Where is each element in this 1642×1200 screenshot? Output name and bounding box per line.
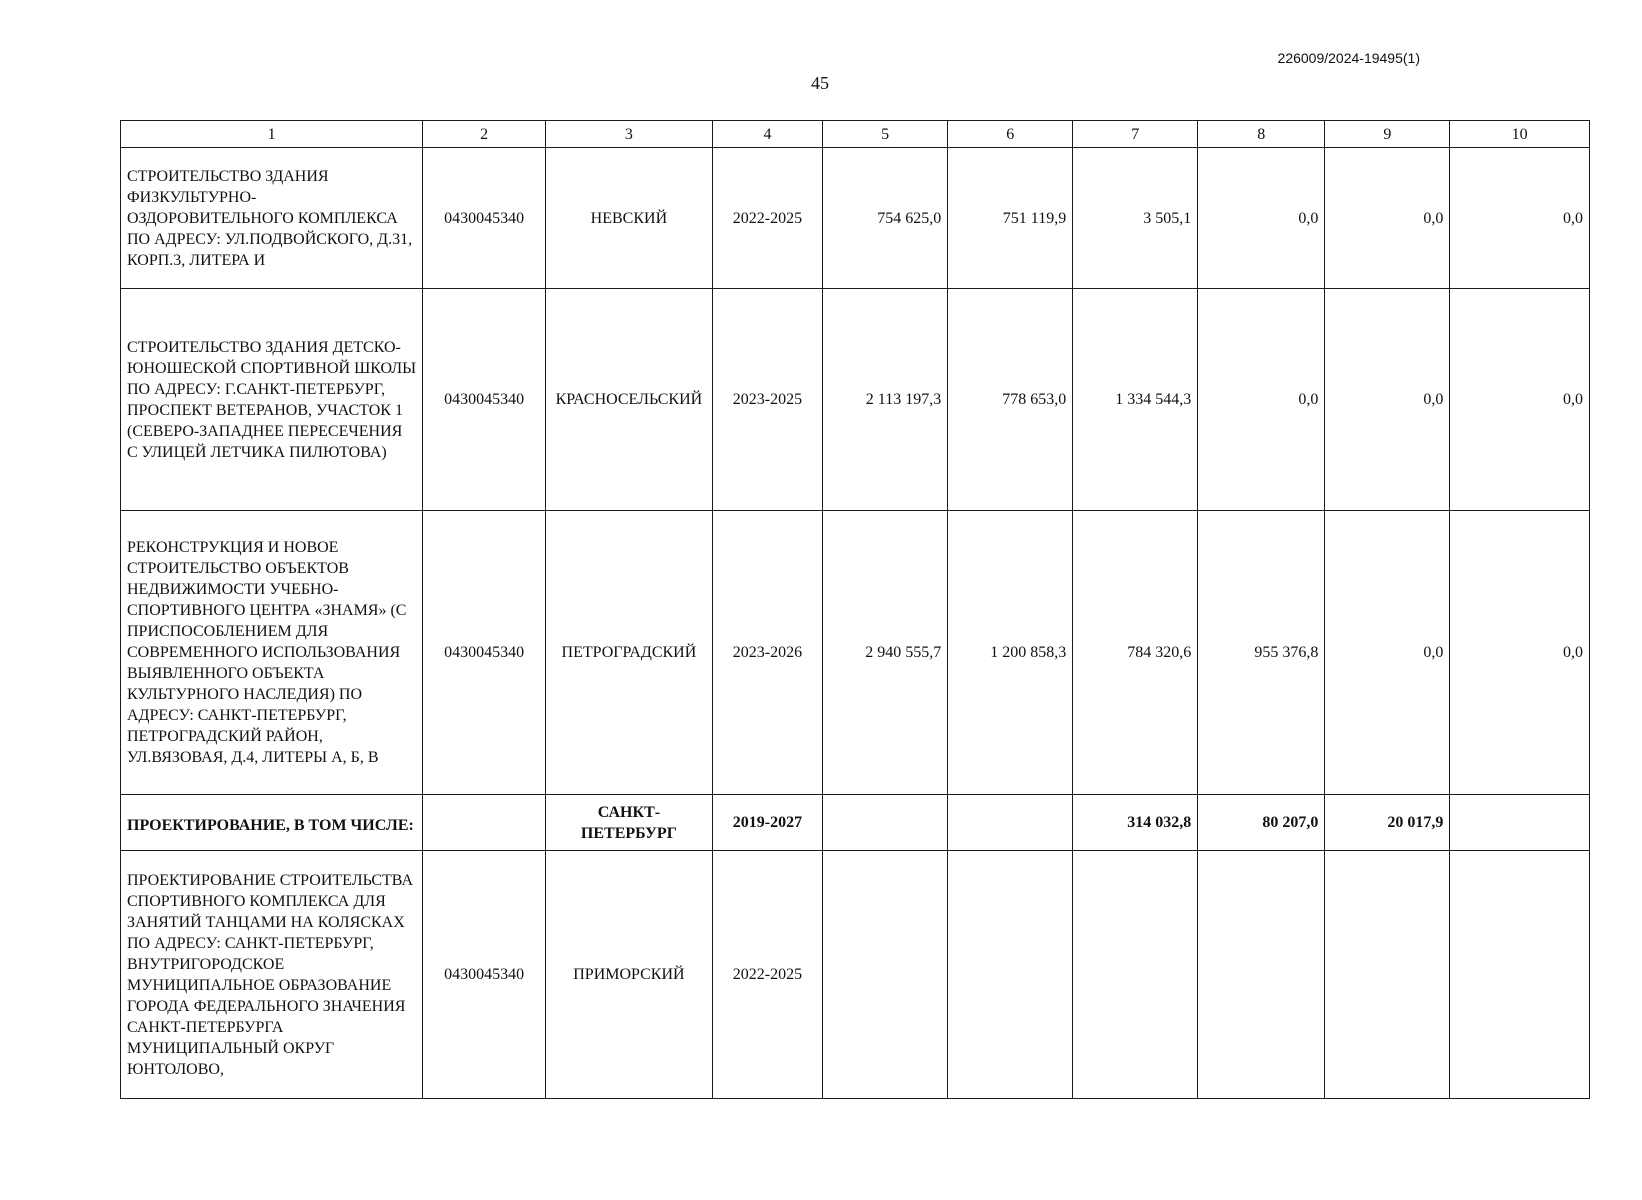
value-cell: 754 625,0 (823, 148, 948, 289)
value-cell: 2 940 555,7 (823, 511, 948, 795)
page-number: 45 (811, 73, 829, 93)
years-cell: 2022-2025 (712, 148, 822, 289)
district-cell: ПРИМОРСКИЙ (546, 851, 713, 1099)
column-header: 5 (823, 121, 948, 148)
value-cell: 955 376,8 (1198, 511, 1325, 795)
value-cell: 314 032,8 (1073, 795, 1198, 851)
document-id: 226009/2024-19495(1) (1277, 50, 1420, 66)
value-cell: 0,0 (1325, 511, 1450, 795)
budget-table (120, 120, 1590, 1099)
value-cell: 1 200 858,3 (948, 511, 1073, 795)
table-row (121, 289, 1590, 511)
column-header: 8 (1198, 121, 1325, 148)
value-cell: 751 119,9 (948, 148, 1073, 289)
column-header: 1 (121, 121, 423, 148)
value-cell (948, 851, 1073, 1099)
value-cell: 0,0 (1198, 148, 1325, 289)
value-cell: 80 207,0 (1198, 795, 1325, 851)
code-cell (423, 795, 546, 851)
column-header: 9 (1325, 121, 1450, 148)
code-cell: 0430045340 (423, 851, 546, 1099)
column-header: 3 (546, 121, 713, 148)
column-header: 6 (948, 121, 1073, 148)
value-cell: 0,0 (1325, 289, 1450, 511)
column-header: 4 (712, 121, 822, 148)
code-cell: 0430045340 (423, 511, 546, 795)
object-name-cell: ПРОЕКТИРОВАНИЕ, В ТОМ ЧИСЛЕ: (121, 795, 423, 851)
object-name-cell: СТРОИТЕЛЬСТВО ЗДАНИЯ ФИЗКУЛЬТУРНО-ОЗДОРОВИТЕЛЬНОГО КОМПЛЕКСА ПО АДРЕСУ: УЛ.ПОДВОЙСКОГО, Д.31, КОРП.3, ЛИТЕРА И (121, 148, 423, 289)
value-cell: 778 653,0 (948, 289, 1073, 511)
value-cell (1073, 851, 1198, 1099)
table-row (121, 851, 1590, 1099)
years-cell: 2019-2027 (712, 795, 822, 851)
value-cell: 0,0 (1198, 289, 1325, 511)
table-row (121, 148, 1590, 289)
value-cell: 0,0 (1450, 148, 1590, 289)
district-cell: КРАСНОСЕЛЬСКИЙ (546, 289, 713, 511)
value-cell (1450, 851, 1590, 1099)
column-header: 10 (1450, 121, 1590, 148)
value-cell: 784 320,6 (1073, 511, 1198, 795)
years-cell: 2022-2025 (712, 851, 822, 1099)
value-cell: 0,0 (1325, 148, 1450, 289)
object-name-cell: РЕКОНСТРУКЦИЯ И НОВОЕ СТРОИТЕЛЬСТВО ОБЪЕКТОВ НЕДВИЖИМОСТИ УЧЕБНО-СПОРТИВНОГО ЦЕНТРА «ЗНАМЯ» (С ПРИСПОСОБЛЕНИЕМ ДЛЯ СОВРЕМЕННОГО ИСПОЛЬЗОВАНИЯ ВЫЯВЛЕННОГО ОБЪЕКТА КУЛЬТУРНОГО НАСЛЕДИЯ) ПО АДРЕСУ: САНКТ-ПЕТЕРБУРГ, ПЕТРОГРАДСКИЙ РАЙОН, УЛ.ВЯЗОВАЯ, Д.4, ЛИТЕРЫ А, Б, В (121, 511, 423, 795)
years-cell: 2023-2025 (712, 289, 822, 511)
value-cell: 0,0 (1450, 289, 1590, 511)
value-cell (948, 795, 1073, 851)
code-cell: 0430045340 (423, 148, 546, 289)
value-cell: 0,0 (1450, 511, 1590, 795)
column-header: 7 (1073, 121, 1198, 148)
object-name-cell: ПРОЕКТИРОВАНИЕ СТРОИТЕЛЬСТВА СПОРТИВНОГО КОМПЛЕКСА ДЛЯ ЗАНЯТИЙ ТАНЦАМИ НА КОЛЯСКАХ ПО АДРЕСУ: САНКТ-ПЕТЕРБУРГ, ВНУТРИГОРОДСКОЕ МУНИЦИПАЛЬНОЕ ОБРАЗОВАНИЕ ГОРОДА ФЕДЕРАЛЬНОГО ЗНАЧЕНИЯ САНКТ-ПЕТЕРБУРГА МУНИЦИПАЛЬНЫЙ ОКРУГ ЮНТОЛОВО, (121, 851, 423, 1099)
value-cell: 20 017,9 (1325, 795, 1450, 851)
value-cell: 1 334 544,3 (1073, 289, 1198, 511)
value-cell (823, 851, 948, 1099)
value-cell: 3 505,1 (1073, 148, 1198, 289)
value-cell (1325, 851, 1450, 1099)
years-cell: 2023-2026 (712, 511, 822, 795)
district-cell: ПЕТРОГРАДСКИЙ (546, 511, 713, 795)
value-cell (823, 795, 948, 851)
district-cell: НЕВСКИЙ (546, 148, 713, 289)
table-row-subtotal (121, 795, 1590, 851)
value-cell (1198, 851, 1325, 1099)
column-number-row (121, 121, 1590, 148)
column-header: 2 (423, 121, 546, 148)
value-cell (1450, 795, 1590, 851)
table-row (121, 511, 1590, 795)
district-cell: САНКТ-ПЕТЕРБУРГ (546, 795, 713, 851)
code-cell: 0430045340 (423, 289, 546, 511)
object-name-cell: СТРОИТЕЛЬСТВО ЗДАНИЯ ДЕТСКО-ЮНОШЕСКОЙ СПОРТИВНОЙ ШКОЛЫ ПО АДРЕСУ: Г.САНКТ-ПЕТЕРБУРГ, ПРОСПЕКТ ВЕТЕРАНОВ, УЧАСТОК 1 (СЕВЕРО-ЗАПАДНЕЕ ПЕРЕСЕЧЕНИЯ С УЛИЦЕЙ ЛЕТЧИКА ПИЛЮТОВА) (121, 289, 423, 511)
value-cell: 2 113 197,3 (823, 289, 948, 511)
